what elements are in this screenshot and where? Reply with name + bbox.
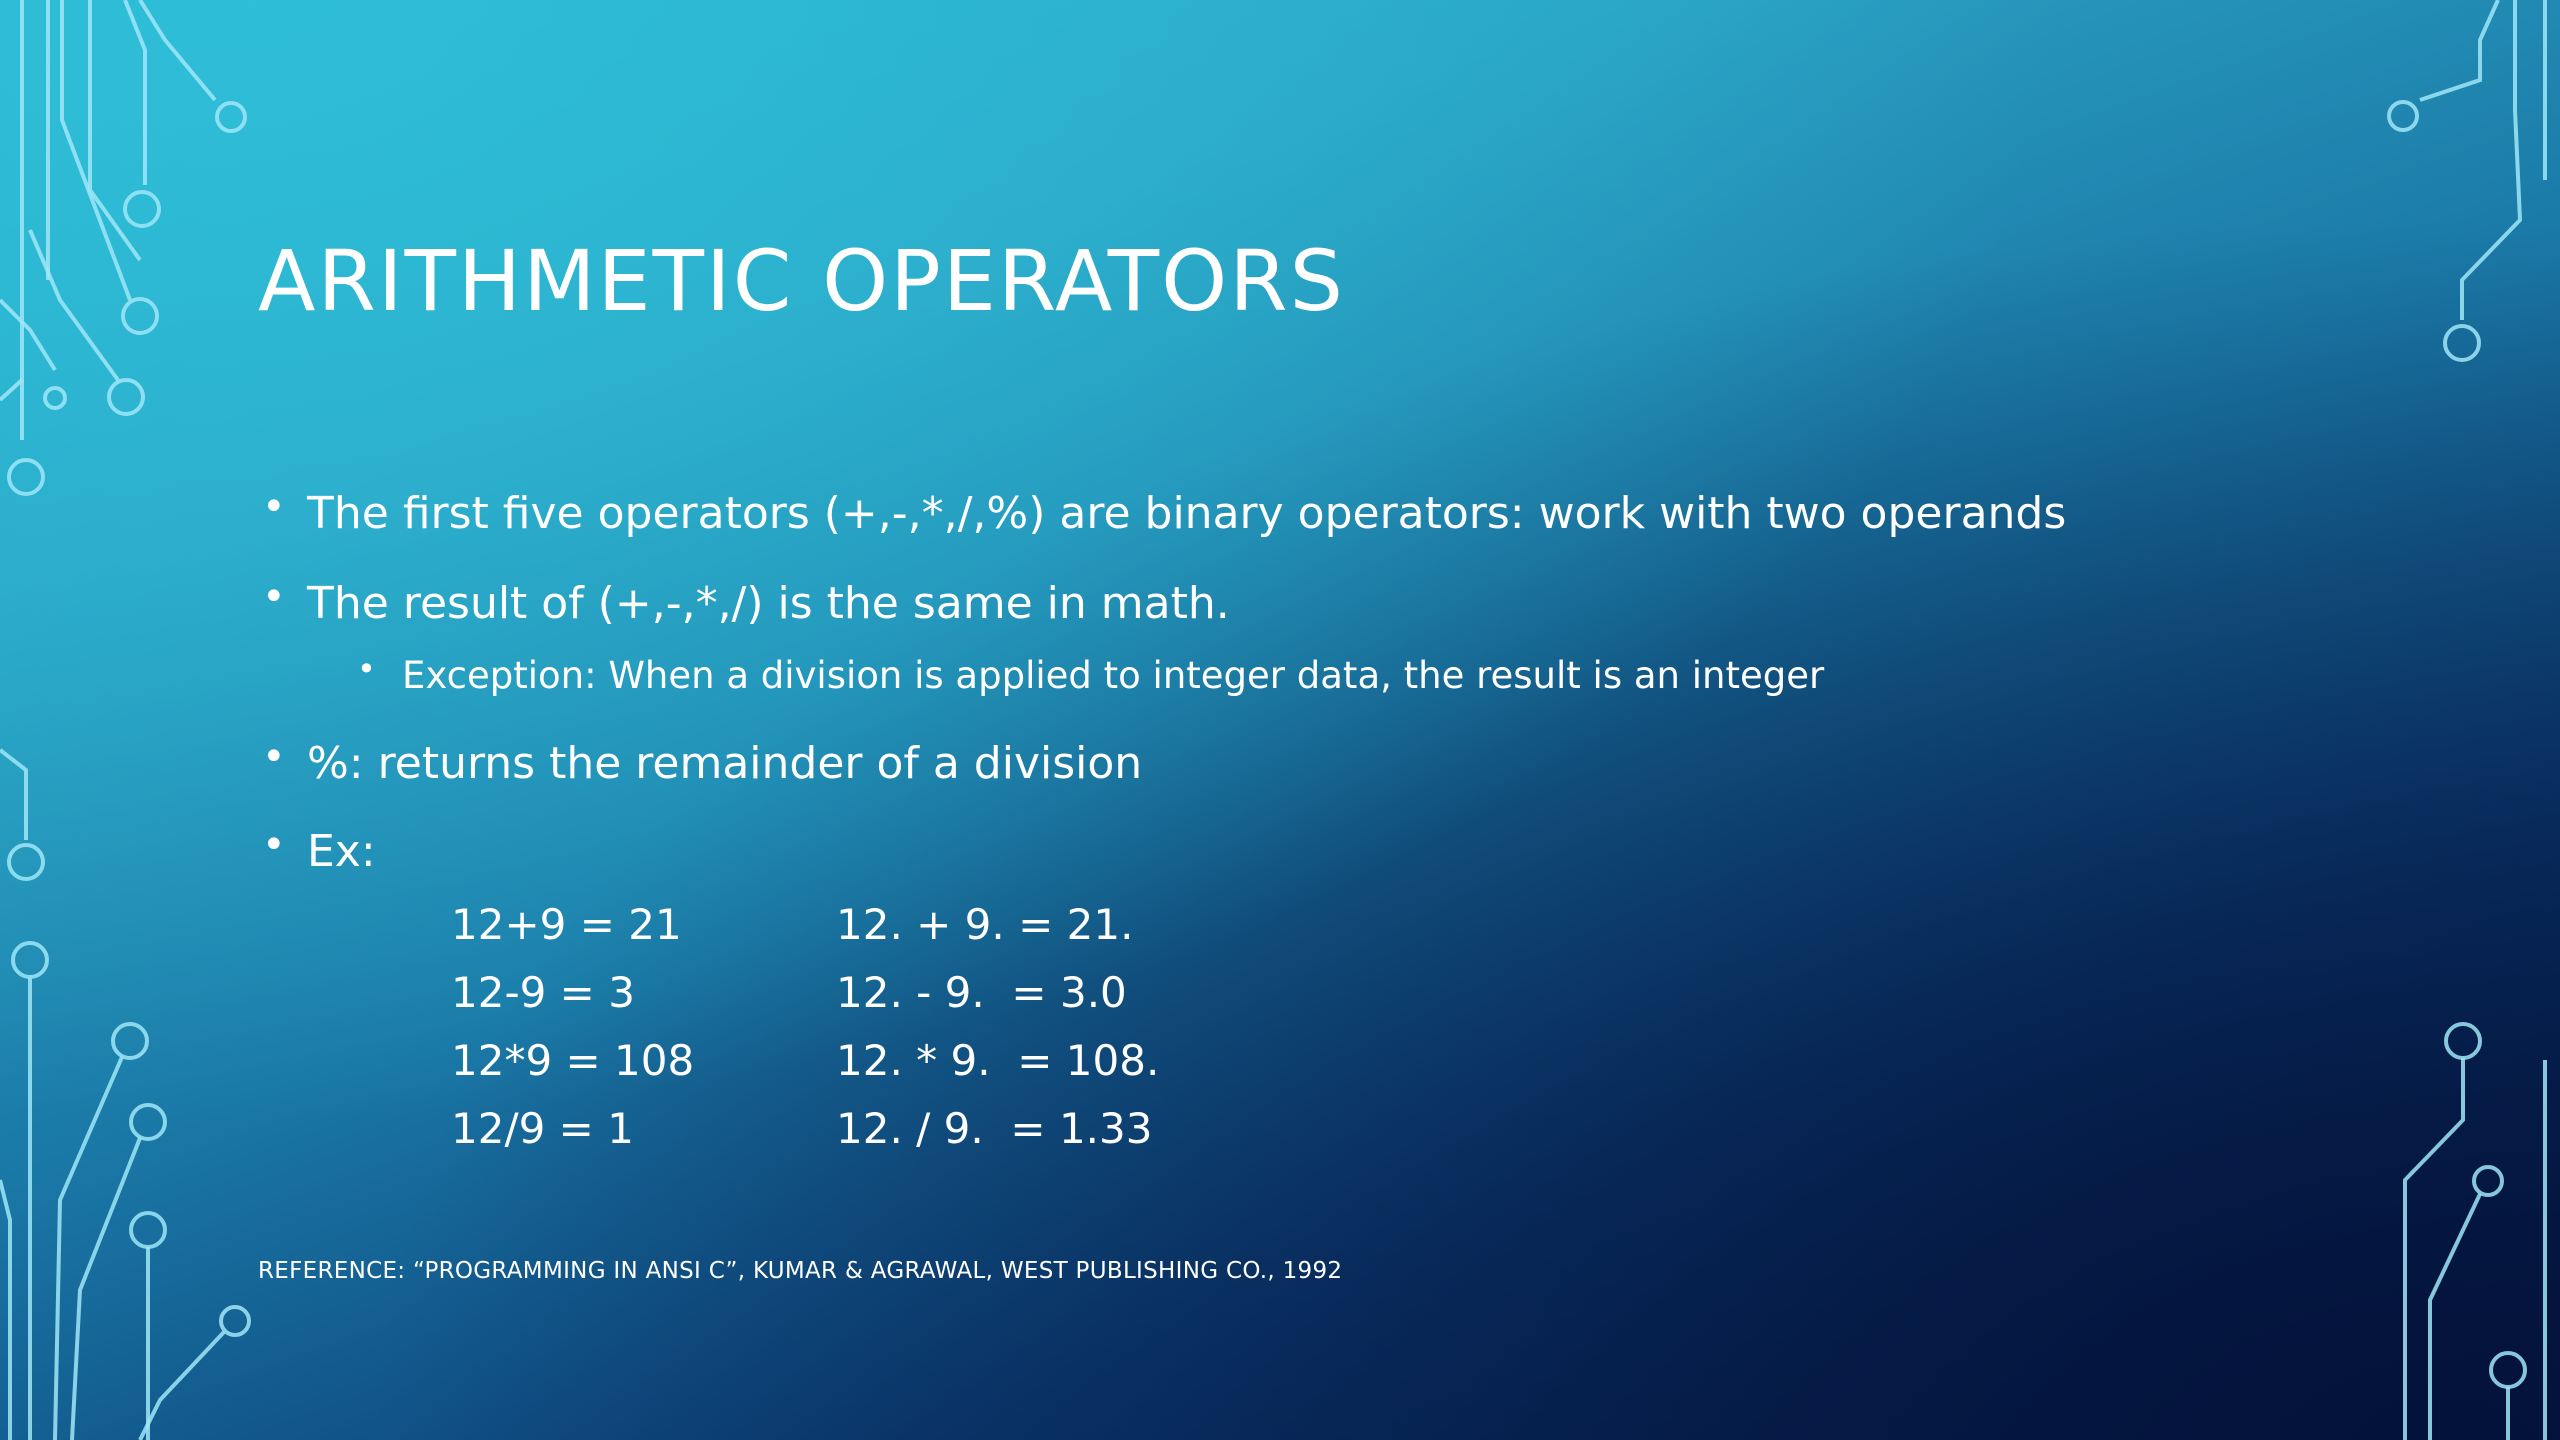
reference-citation: REFERENCE: “PROGRAMMING IN ANSI C”, KUMAR & AGRAWAL, WEST PUBLISHING CO., 1992 xyxy=(258,1258,1343,1284)
bullet-text: Exception: When a division is applied to integer data, the result is an integer xyxy=(402,654,1825,697)
bullet-text: Ex: xyxy=(307,826,376,877)
bullet-dot-icon: • xyxy=(262,484,286,530)
bullet-text: The result of (+,-,*,/) is the same in math. xyxy=(307,578,1230,629)
bullet-dot-icon: • xyxy=(357,650,376,688)
example-float: 12. + 9. = 21. xyxy=(836,900,1134,949)
example-integer: 12/9 = 1 xyxy=(451,1104,634,1153)
bullet-dot-icon: • xyxy=(262,734,286,780)
example-float: 12. * 9. = 108. xyxy=(836,1036,1160,1085)
bullet-dot-icon: • xyxy=(262,574,286,620)
example-float: 12. - 9. = 3.0 xyxy=(836,968,1127,1017)
example-integer: 12+9 = 21 xyxy=(451,900,682,949)
example-float: 12. / 9. = 1.33 xyxy=(836,1104,1153,1153)
example-integer: 12-9 = 3 xyxy=(451,968,635,1017)
bullet-text: %: returns the remainder of a division xyxy=(307,738,1143,789)
bullet-dot-icon: • xyxy=(262,822,286,868)
example-integer: 12*9 = 108 xyxy=(451,1036,695,1085)
slide-title: ARITHMETIC OPERATORS xyxy=(258,232,1345,330)
bullet-text: The first five operators (+,-,*,/,%) are binary operators: work with two operands xyxy=(307,488,2067,539)
